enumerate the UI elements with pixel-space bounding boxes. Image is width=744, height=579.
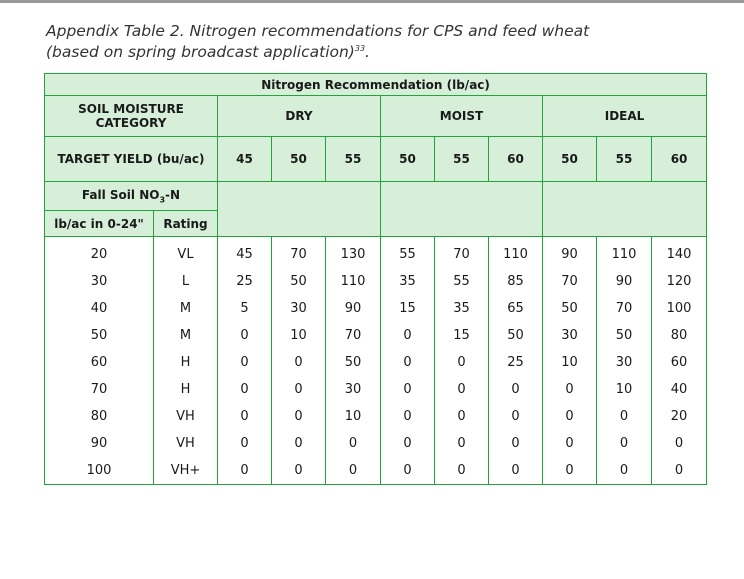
table-body <box>45 237 707 485</box>
recommendation-cell: 140 <box>652 237 707 269</box>
caption-line-2 <box>46 40 706 61</box>
rating-cell: M <box>154 295 218 322</box>
fall-soil-text: Fall Soil NO <box>81 187 160 202</box>
recommendation-cell: 50 <box>597 322 652 349</box>
recommendation-cell: 0 <box>435 430 489 457</box>
recommendation-cell: 0 <box>272 457 326 485</box>
rating-cell: VH <box>154 430 218 457</box>
recommendation-cell: 15 <box>381 295 435 322</box>
rating-cell: H <box>154 349 218 376</box>
table-row <box>45 237 707 269</box>
recommendation-cell: 0 <box>435 457 489 485</box>
recommendation-cell: 0 <box>435 376 489 403</box>
recommendation-cell: 25 <box>218 268 272 295</box>
recommendation-cell: 70 <box>272 237 326 269</box>
category-moist: MOIST <box>381 96 543 137</box>
recommendation-cell: 10 <box>543 349 597 376</box>
recommendation-cell: 0 <box>597 403 652 430</box>
recommendation-cell: 70 <box>435 237 489 269</box>
recommendation-cell: 0 <box>218 457 272 485</box>
recommendation-cell: 0 <box>652 457 707 485</box>
recommendation-cell: 0 <box>272 349 326 376</box>
soil-no3-cell: 70 <box>45 376 154 403</box>
target-yield-cell: 50 <box>381 137 435 182</box>
ideal-blank-cell <box>543 182 707 237</box>
target-yield-cell: 55 <box>435 137 489 182</box>
soil-no3-cell: 50 <box>45 322 154 349</box>
recommendation-cell: 50 <box>272 268 326 295</box>
recommendation-cell: 0 <box>543 403 597 430</box>
fall-soil-subscript: 3 <box>159 195 166 205</box>
recommendation-cell: 40 <box>652 376 707 403</box>
recommendation-cell: 30 <box>543 322 597 349</box>
recommendation-cell: 0 <box>652 430 707 457</box>
target-yield-cell: 55 <box>597 137 652 182</box>
recommendation-cell: 0 <box>218 376 272 403</box>
recommendation-cell: 0 <box>272 376 326 403</box>
target-yield-cell: 55 <box>326 137 381 182</box>
recommendation-cell: 90 <box>326 295 381 322</box>
recommendation-cell: 10 <box>272 322 326 349</box>
table-title: Nitrogen Recommendation (lb/ac) <box>45 74 707 96</box>
recommendation-cell: 70 <box>326 322 381 349</box>
caption-superscript: 33 <box>354 44 366 53</box>
rating-cell: H <box>154 376 218 403</box>
recommendation-cell: 0 <box>218 403 272 430</box>
table-row <box>45 295 707 322</box>
table-row <box>45 322 707 349</box>
rating-cell: VH+ <box>154 457 218 485</box>
recommendation-cell: 80 <box>652 322 707 349</box>
recommendation-cell: 0 <box>435 403 489 430</box>
recommendation-cell: 0 <box>489 376 543 403</box>
fall-soil-label <box>45 182 218 211</box>
table-row <box>45 430 707 457</box>
dry-blank-cell <box>218 182 381 237</box>
recommendation-cell: 0 <box>218 322 272 349</box>
recommendation-cell: 0 <box>218 349 272 376</box>
soil-no3-cell: 40 <box>45 295 154 322</box>
recommendation-cell: 0 <box>218 430 272 457</box>
recommendation-cell: 0 <box>381 403 435 430</box>
recommendation-cell: 5 <box>218 295 272 322</box>
moist-blank-cell <box>381 182 543 237</box>
recommendation-cell: 60 <box>652 349 707 376</box>
table-row <box>45 457 707 485</box>
recommendation-cell: 0 <box>381 457 435 485</box>
rating-cell: M <box>154 322 218 349</box>
recommendation-cell: 70 <box>543 268 597 295</box>
nitrogen-table <box>44 73 707 485</box>
recommendation-cell: 50 <box>326 349 381 376</box>
soil-no3-cell: 30 <box>45 268 154 295</box>
caption-tail: . <box>365 43 370 62</box>
category-dry: DRY <box>218 96 381 137</box>
rating-cell: VH <box>154 403 218 430</box>
table-row <box>45 268 707 295</box>
category-ideal: IDEAL <box>543 96 707 137</box>
recommendation-cell: 110 <box>489 237 543 269</box>
recommendation-cell: 110 <box>597 237 652 269</box>
target-yield-cell: 60 <box>489 137 543 182</box>
soil-no3-cell: 60 <box>45 349 154 376</box>
recommendation-cell: 0 <box>381 349 435 376</box>
recommendation-cell: 90 <box>543 237 597 269</box>
target-yield-cell: 60 <box>652 137 707 182</box>
recommendation-cell: 0 <box>272 430 326 457</box>
recommendation-cell: 65 <box>489 295 543 322</box>
target-yield-cell: 50 <box>272 137 326 182</box>
col-header-lbac: lb/ac in 0-24" <box>45 211 154 237</box>
recommendation-cell: 90 <box>597 268 652 295</box>
caption-line-1: Appendix Table 2. Nitrogen recommendations for CPS and feed wheat <box>46 22 590 40</box>
recommendation-cell: 0 <box>381 430 435 457</box>
recommendation-cell: 0 <box>489 403 543 430</box>
recommendation-cell: 0 <box>272 403 326 430</box>
recommendation-cell: 10 <box>597 376 652 403</box>
recommendation-cell: 0 <box>543 457 597 485</box>
soil-no3-cell: 20 <box>45 237 154 269</box>
recommendation-cell: 25 <box>489 349 543 376</box>
recommendation-cell: 20 <box>652 403 707 430</box>
table-row <box>45 403 707 430</box>
recommendation-cell: 30 <box>597 349 652 376</box>
caption-line-2-text: (based on spring broadcast application) <box>46 43 355 62</box>
recommendation-cell: 0 <box>326 457 381 485</box>
recommendation-cell: 0 <box>489 457 543 485</box>
recommendation-cell: 55 <box>381 237 435 269</box>
recommendation-cell: 50 <box>489 322 543 349</box>
target-yield-cell: 50 <box>543 137 597 182</box>
recommendation-cell: 15 <box>435 322 489 349</box>
recommendation-cell: 0 <box>489 430 543 457</box>
soil-no3-cell: 90 <box>45 430 154 457</box>
recommendation-cell: 0 <box>597 430 652 457</box>
col-header-rating: Rating <box>154 211 218 237</box>
recommendation-cell: 0 <box>326 430 381 457</box>
recommendation-cell: 35 <box>381 268 435 295</box>
soil-no3-cell: 100 <box>45 457 154 485</box>
recommendation-cell: 35 <box>435 295 489 322</box>
recommendation-cell: 45 <box>218 237 272 269</box>
recommendation-cell: 85 <box>489 268 543 295</box>
recommendation-cell: 30 <box>326 376 381 403</box>
target-yield-label: TARGET YIELD (bu/ac) <box>45 137 218 182</box>
rating-cell: L <box>154 268 218 295</box>
table-caption <box>46 23 706 61</box>
target-yield-cell: 45 <box>218 137 272 182</box>
top-border-line <box>0 0 744 3</box>
recommendation-cell: 50 <box>543 295 597 322</box>
recommendation-cell: 0 <box>381 322 435 349</box>
recommendation-cell: 70 <box>597 295 652 322</box>
recommendation-cell: 120 <box>652 268 707 295</box>
rating-cell: VL <box>154 237 218 269</box>
recommendation-cell: 0 <box>435 349 489 376</box>
recommendation-cell: 100 <box>652 295 707 322</box>
soil-moisture-label: SOIL MOISTURE CATEGORY <box>45 96 218 137</box>
recommendation-cell: 55 <box>435 268 489 295</box>
recommendation-cell: 0 <box>543 430 597 457</box>
recommendation-cell: 130 <box>326 237 381 269</box>
table-row <box>45 349 707 376</box>
recommendation-cell: 0 <box>543 376 597 403</box>
fall-soil-suffix: -N <box>165 187 181 202</box>
recommendation-cell: 110 <box>326 268 381 295</box>
recommendation-cell: 30 <box>272 295 326 322</box>
soil-no3-cell: 80 <box>45 403 154 430</box>
table-row <box>45 376 707 403</box>
recommendation-cell: 10 <box>326 403 381 430</box>
recommendation-cell: 0 <box>381 376 435 403</box>
recommendation-cell: 0 <box>597 457 652 485</box>
